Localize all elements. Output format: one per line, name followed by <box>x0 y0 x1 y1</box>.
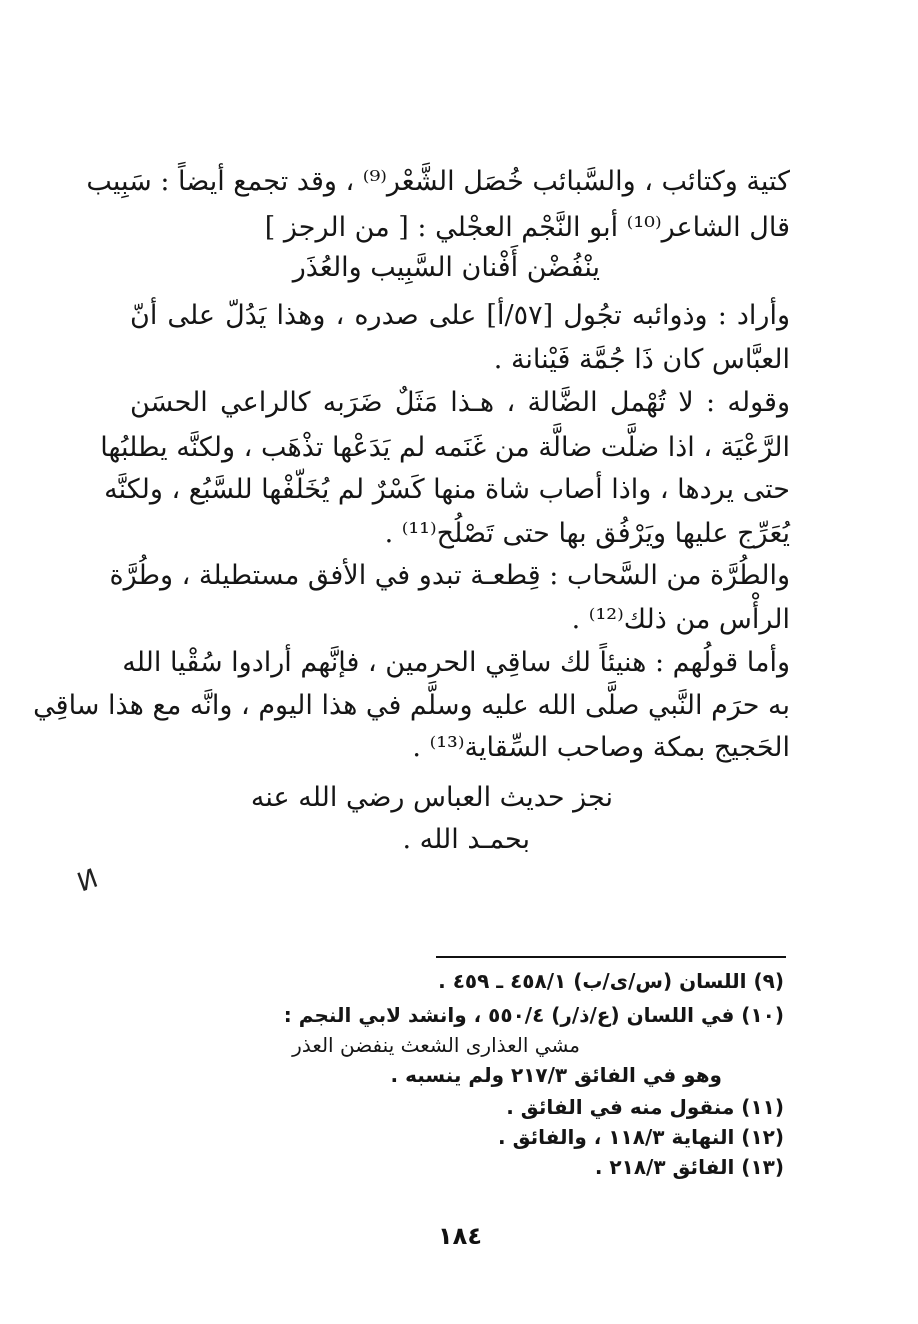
footnote-10-verse: مشي العذارى الشعث ينفضن العذر <box>292 1033 580 1057</box>
body-line-1: كتية وكتائب ، والسَّبائب خُصَل الشَّعْر⁽⁹⁾ ، وقد تجمع أيضاً : سَبِيب <box>86 166 790 197</box>
closing-line: نجز حديث العباس رضي الله عنه <box>250 782 613 813</box>
footnote-10-cont: وهو في الفائق ٢١٧/٣ ولم ينسبه . <box>390 1063 722 1087</box>
footnote-11: (١١) منقول منه في الفائق . <box>506 1095 784 1119</box>
body-line-4: وأراد : وذوائبه تجُول [٥٧/أ] على صدره ، وهذا يَدُلّ على أنّ <box>130 300 791 331</box>
body-line-6: وقوله : لا تُهْمل الضَّالة ، هـذا مَثَلٌ ضَرَبه كالراعي الحسَن <box>130 387 790 418</box>
closing-praise: بحمـد الله . <box>402 824 530 855</box>
page-number: ١٨٤ <box>438 1222 482 1250</box>
body-line-9: يُعَرِّج عليها ويَرْفُق بها حتى تَصْلُح⁽¹¹⁾ . <box>384 518 790 549</box>
body-line-11: الرأْس من ذلك⁽¹²⁾ . <box>571 604 790 635</box>
footnote-9: (٩) اللسان (س/ى/ب) ٤٥٨/١ ـ ٤٥٩ . <box>438 969 784 993</box>
footnote-10: (١٠) في اللسان (ع/ذ/ر) ٥٥٠/٤ ، وانشد لابي النجم : <box>283 1003 784 1027</box>
footnote-12: (١٢) النهاية ١١٨/٣ ، والفائق . <box>498 1125 784 1149</box>
body-line-7: الرَّعْيَة ، اذا ضلَّت ضالَّة من غَنَمه لم يَدَعْها تذْهَب ، ولكنَّه يطلبُها <box>100 432 790 463</box>
body-line-12: وأما قولُهم : هنيئاً لك ساقِي الحرمين ، فإنَّهم أرادوا سُقْيا الله <box>122 647 790 678</box>
footnote-divider <box>436 956 786 958</box>
footnote-13: (١٣) الفائق ٢١٨/٣ . <box>594 1155 784 1179</box>
verse-line: ينْفُضْن أَفْنان السَّبِيب والعُذَر <box>292 252 600 283</box>
body-line-13: به حرَم النَّبي صلَّى الله عليه وسلَّم في هذا اليوم ، وانَّه مع هذا ساقِي <box>33 690 790 721</box>
body-line-5: العبَّاس كان ذَا جُمَّة فَيْنانة . <box>493 344 790 375</box>
body-line-8: حتى يردها ، واذا أصاب شاة منها كَسْرٌ لم يُخَلّفْها للسَّبُع ، ولكنَّه <box>104 474 790 505</box>
body-line-14: الحَجيج بمكة وصاحب السِّقاية⁽¹³⁾ . <box>412 732 790 763</box>
body-line-2: قال الشاعر⁽¹⁰⁾ أبو النَّجْم العجْلي : [ من الرجز ] <box>264 212 790 243</box>
body-line-10: والطُرَّة من السَّحاب : قِطعـة تبدو في الأفق مستطيلة ، وطُرَّة <box>109 560 790 591</box>
handwritten-mark: ⵍ <box>73 863 102 899</box>
